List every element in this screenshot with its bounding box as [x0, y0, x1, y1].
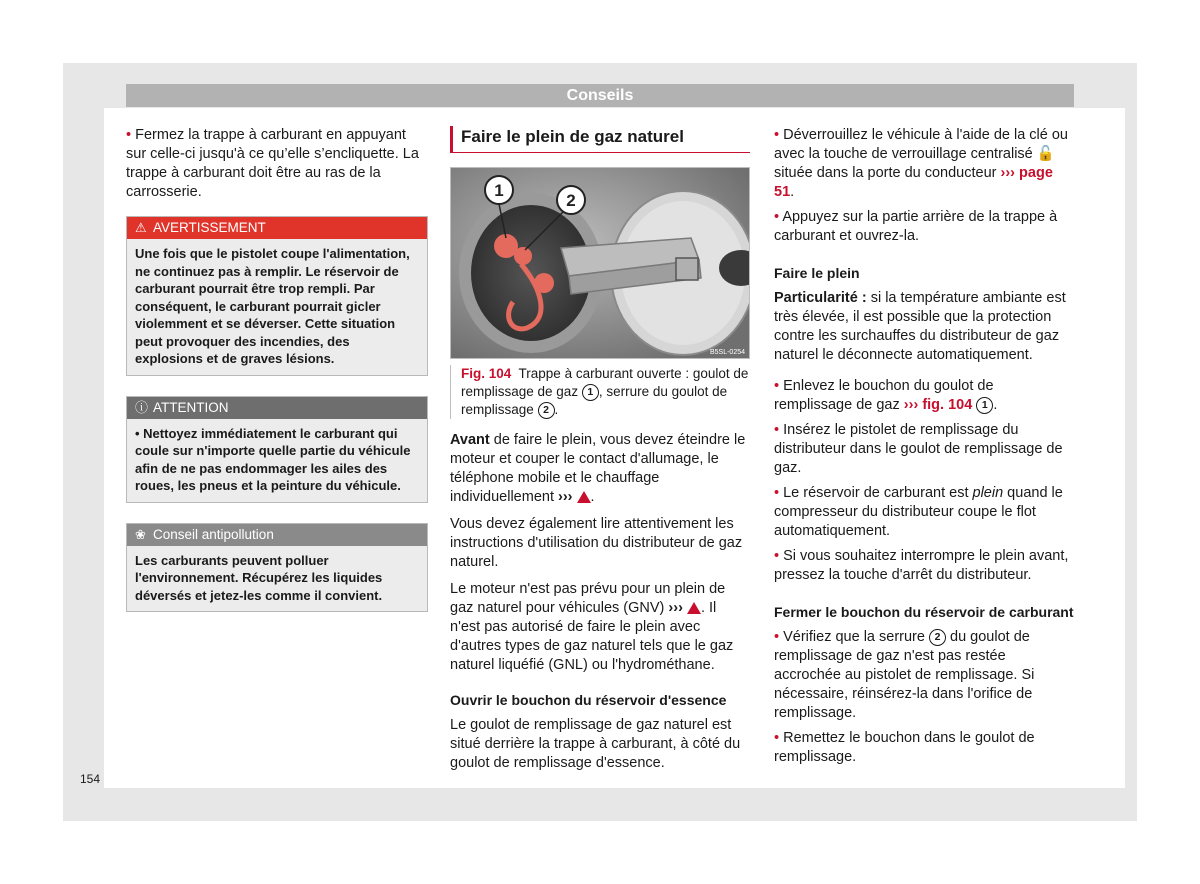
list-item: • Appuyez sur la partie arrière de la trappe à carburant et ouvrez-la. [774, 209, 1058, 244]
bullet: • [774, 485, 780, 501]
list-item: • Remettez le bouchon dans le goulot de remplissage. [774, 730, 1035, 765]
column-left [126, 126, 428, 612]
bullet: • [774, 378, 780, 394]
list-item: • Si vous souhaitez interrompre le plein avant, pressez la touche d'arrêt du distributeur. [774, 548, 1069, 583]
list-item: • Enlevez le bouchon du goulot de remplissage de gaz ››› fig. 104 1 . [774, 378, 998, 413]
column-middle [450, 126, 750, 779]
fuel-door-figure [450, 167, 750, 359]
warning-triangle-icon [577, 491, 591, 503]
eco-header: ❀ Conseil antipollution [127, 524, 427, 546]
eco-box [126, 523, 428, 613]
attention-box [126, 396, 428, 503]
column-right [774, 126, 1074, 773]
subheading-close-cap: Fermer le bouchon du réservoir de carburant [774, 604, 1074, 620]
list-item: • Déverrouillez le véhicule à l'aide de la clé ou avec la touche de verrouillage centralisé 🔓 située dans la porte du conducteur ››› page 51. [774, 127, 1068, 200]
intro-paragraph: • Fermez la trappe à carburant en appuyant sur celle-ci jusqu'à ce qu’elle s’encliquette. La trappe à carburant doit être au ras de la carrosserie. [126, 127, 419, 200]
lock-icon: 🔓 [1036, 146, 1055, 162]
marker-1: 1 [582, 384, 599, 401]
callout-2: 2 [566, 191, 576, 210]
bullet: • [774, 209, 780, 225]
exclamation-circle-icon: ⓘ [135, 399, 149, 415]
paragraph-instructions: Vous devez également lire attentivement les instructions d'utilisation du distributeur de gaz naturel. [450, 516, 743, 570]
figure-link[interactable]: fig. 104 [922, 397, 973, 413]
marker-2: 2 [538, 402, 555, 419]
marker-2: 2 [929, 629, 946, 646]
subheading-refuel: Faire le plein [774, 265, 860, 281]
figure-label: Fig. 104 [461, 366, 512, 381]
bullet: • [774, 730, 780, 746]
list-item: • Le réservoir de carburant est plein quand le compresseur du distributeur coupe le flot automatiquement. [774, 485, 1063, 539]
subheading-open-cap: Ouvrir le bouchon du réservoir d'essence [450, 692, 727, 708]
bullet: • [774, 629, 780, 645]
paragraph-particularity: Particularité : si la température ambiante est très élevée, il est possible que la protection contre les surchauffes du distributeur de gaz naturel le déconnecte automatiquement. [774, 290, 1066, 363]
list-item: • Insérez le pistolet de remplissage du distributeur dans le goulot de remplissage de gaz. [774, 422, 1063, 476]
page-number: 154 [80, 772, 101, 786]
attention-header: ⓘ ATTENTION [127, 397, 427, 419]
callout-1: 1 [494, 181, 504, 200]
section-title: Faire le plein de gaz naturel [450, 126, 750, 153]
figure-caption: Fig. 104 Trappe à carburant ouverte : goulot de remplissage de gaz 1 , serrure du goulot de remplissage 2 . [450, 365, 750, 419]
bullet: • [774, 548, 780, 564]
warning-triangle-icon [687, 602, 701, 614]
flower-icon: ❀ [135, 526, 146, 542]
bullet: • [126, 127, 132, 143]
bullet: • [774, 422, 780, 438]
paragraph-before-refuel: Avant de faire le plein, vous devez éteindre le moteur et couper le contact d'allumage, le téléphone mobile et le chauffage individuellement ››› . [450, 432, 746, 505]
page-link[interactable]: page 51 [774, 165, 1053, 200]
marker-1: 1 [976, 397, 993, 414]
warning-box [126, 216, 428, 376]
fuel-door-illustration [451, 168, 749, 358]
paragraph-location: Le goulot de remplissage de gaz naturel est situé derrière la trappe à carburant, à côté du goulot de remplissage d'essence. [450, 717, 741, 771]
paragraph-gnv: Le moteur n'est pas prévu pour un plein de gaz naturel pour véhicules (GNV) ››› . Il n'est pas autorisé de faire le plein avec d'autres types de gaz naturel tels que le gaz naturel liquéfié (GNL) ou l'hydrométhane. [450, 581, 734, 673]
figure-code: B5SL-0254 [709, 349, 745, 356]
warning-header: ⚠ AVERTISSEMENT [127, 217, 427, 239]
attention-text: • Nettoyez immédiatement le carburant qui coule sur n'importe quelle partie du véhicule afin de ne pas endommager les ailes des roues, les pneus et la peinture du véhicule. [127, 419, 427, 502]
eco-text: Les carburants peuvent polluer l'environnement. Récupérez les liquides déversés et jetez-les comme il convient. [127, 546, 427, 612]
list-item: • Vérifiez que la serrure 2 du goulot de remplissage de gaz n'est pas restée accrochée au pistolet de remplissage. Si nécessaire, réinsérez-la dans l'orifice de remplissage. [774, 629, 1035, 721]
warning-triangle-icon: ⚠ [135, 220, 147, 235]
warning-text: Une fois que le pistolet coupe l'alimentation, ne continuez pas à remplir. Le réservoir de carburant pourrait être trop rempli. Par conséquent, le carburant pourrait gicler violemment et se déverser. Cette situation peut provoquer des incendies, des explosions et de graves lésions. [127, 239, 427, 375]
section-header: Conseils [126, 84, 1074, 107]
bullet: • [774, 127, 780, 143]
